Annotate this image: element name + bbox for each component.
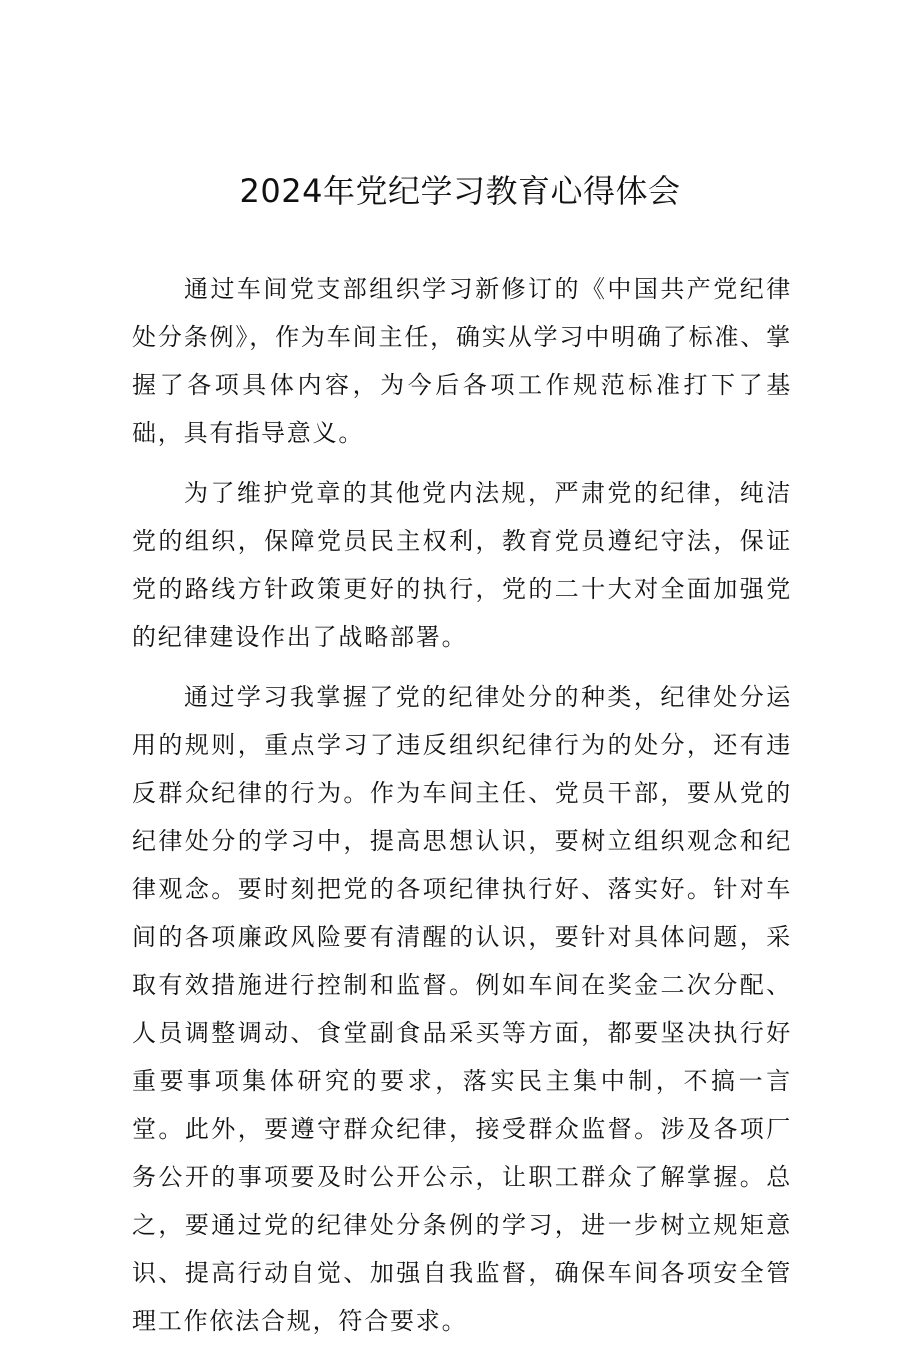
paragraph-1: 通过车间党支部组织学习新修订的《中国共产党纪律处分条例》，作为车间主任，确实从学习中明确了标准、掌握了各项具体内容，为今后各项工作规范标准打下了基础，具有指导意义。 [132, 275, 792, 447]
document-body [132, 265, 792, 1345]
paragraph-2: 为了维护党章的其他党内法规，严肃党的纪律，纯洁党的组织，保障党员民主权利，教育党员遵纪守法，保证党的路线方针政策更好的执行，党的二十大对全面加强党的纪律建设作出了战略部署。 [132, 479, 792, 651]
document-title: 2024年党纪学习教育心得体会 [239, 172, 681, 210]
paragraph-3: 通过学习我掌握了党的纪律处分的种类，纪律处分运用的规则，重点学习了违反组织纪律行为的处分，还有违反群众纪律的行为。作为车间主任、党员干部，要从党的纪律处分的学习中，提高思想认识，要树立组织观念和纪律观念。要时刻把党的各项纪律执行好、落实好。针对车间的各项廉政风险要有清醒的认识，要针对具体问题，采取有效措施进行控制和监督。例如车间在奖金二次分配、人员调整调动、食堂副食品采买等方面，都要坚决执行好重要事项集体研究的要求，落实民主集中制，不搞一言堂。此外，要遵守群众纪律，接受群众监督。涉及各项厂务公开的事项要及时公开公示，让职工群众了解掌握。总之，要通过党的纪律处分条例的学习，进一步树立规矩意识、提高行动自觉、加强自我监督，确保车间各项安全管理工作依法合规，符合要求。 [132, 683, 792, 1335]
